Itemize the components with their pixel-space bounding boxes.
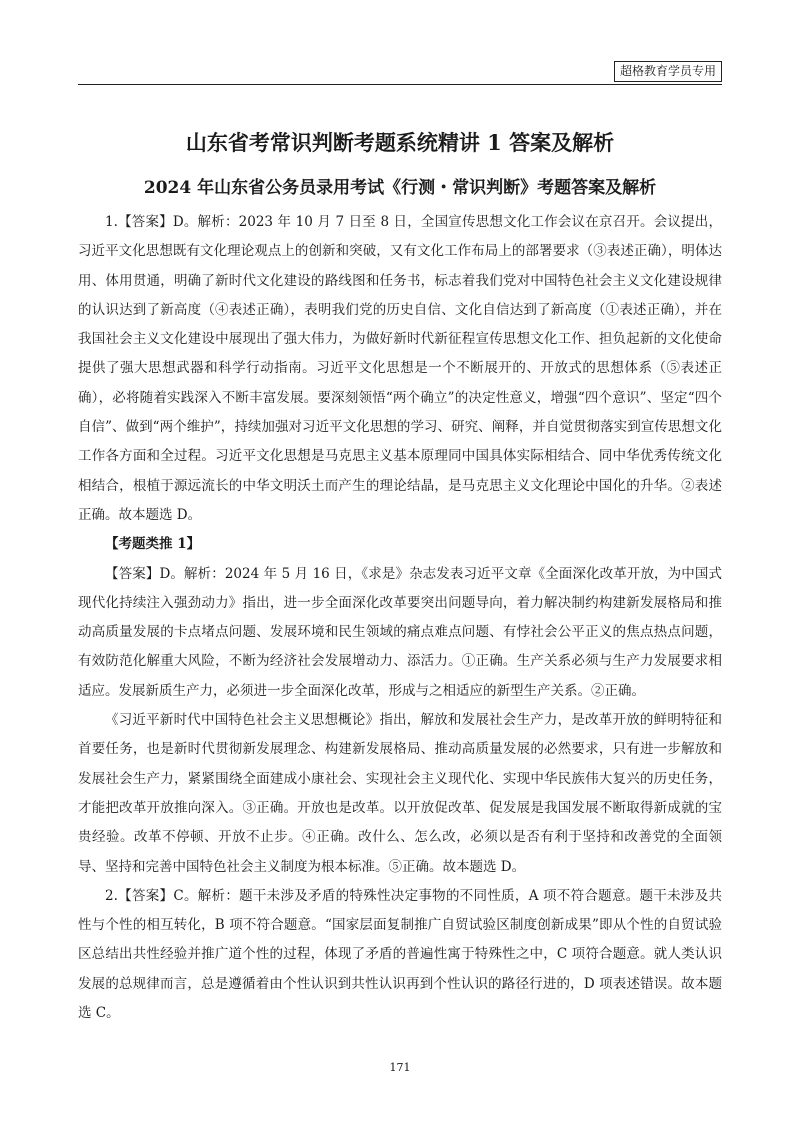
answer-content xyxy=(78,208,722,1028)
answer-paragraph-similar-1: 【答案】D。解析：2024 年 5 月 16 日，《求是》杂志发表习近平文章《全面深化改革开放，为中国式现代化持续注入强劲动力》指出，进一步全面深化改革要突出问题导向，着力解决制约构建新发展格局和推动高质量发展的卡点堵点问题、发展环境和民生领域的痛点难点问题、有悖社会公平正义的焦点热点问题，有效防范化解重大风险，不断为经济社会发展增动力、添活力。①正确。生产关系必须与生产力发展要求相适应。发展新质生产力，必须进一步全面深化改革，形成与之相适应的新型生产关系。②正确。 xyxy=(78,565,722,699)
page-subtitle: 2024 年山东省公务员录用考试《行测・常识判断》考题答案及解析 xyxy=(143,178,657,198)
header-rule xyxy=(78,84,722,85)
answer-paragraph-q1: 1.【答案】D。解析：2023 年 10 月 7 日至 8 日，全国宣传思想文化工作会议在京召开。会议提出，习近平文化思想既有文化理论观点上的创新和突破，又有文化工作布局上的部署要求（③表述正确），明体达用、体用贯通，明确了新时代文化建设的路线图和任务书，标志着我们党对中国特色社会主义文化建设规律的认识达到了新高度（④表述正确），表明我们党的历史自信、文化自信达到了新高度（①表述正确），并在我国社会主义文化建设中展现出了强大伟力，为做好新时代新征程宣传思想文化工作、担负起新的文化使命提供了强大思想武器和科学行动指南。习近平文化思想是一个不断展开的、开放式的思想体系（⑤表述正确），必将随着实践深入不断丰富发展。要深刻领悟“两个确立”的决定性意义，增强“四个意识”、坚定“四个自信”、做到“两个维护”，持续加强对习近平文化思想的学习、研究、阐释，并自觉贯彻落实到宣传思想文化工作各方面和全过程。习近平文化思想是马克思主义基本原理同中国具体实际相结合、同中华优秀传统文化相结合，根植于源远流长的中华文明沃土而产生的理论结晶，是马克思主义文化理论中国化的升华。②表述正确。故本题选 D。 xyxy=(78,214,722,523)
answer-paragraph-similar-2: 《习近平新时代中国特色社会主义思想概论》指出，解放和发展社会生产力，是改革开放的鲜明特征和首要任务，也是新时代贯彻新发展理念、构建新发展格局、推动高质量发展的必然要求，只有进一步解放和发展社会生产力，紧紧围绕全面建成小康社会、实现社会主义现代化、实现中华民族伟大复兴的历史任务，才能把改革开放推向深入。③正确。开放也是改革。以开放促改革、促发展是我国发展不断取得新成就的宝贵经验。改革不停顿、开放不止步。④正确。改什么、怎么改，必须以是否有利于坚持和改善党的全面领导、坚持和完善中国特色社会主义制度为根本标准。⑤正确。故本题选 D。 xyxy=(78,712,722,875)
section-heading-similar-question: 【考题类推 1】 xyxy=(105,536,201,553)
page-number: 171 xyxy=(389,1061,411,1074)
answer-paragraph-q2: 2.【答案】C。解析：题干未涉及矛盾的特殊性决定事物的不同性质，A 项不符合题意。题干未涉及共性与个性的相互转化，B 项不符合题意。“国家层面复制推广自贸试验区制度创新成果”即从个性的自贸试验区总结出共性经验并推广道个性的过程，体现了矛盾的普遍性寓于特殊性之中，C 项符合题意。就人类认识发展的总规律而言，总是遵循着由个性认识到共性认识再到个性认识的路径行进的，D 项表述错误。故本题选 C。 xyxy=(78,887,722,1022)
header-badge: 超格教育学员专用 xyxy=(614,61,722,82)
page-title: 山东省考常识判断考题系统精讲 1 答案及解析 xyxy=(185,130,615,155)
